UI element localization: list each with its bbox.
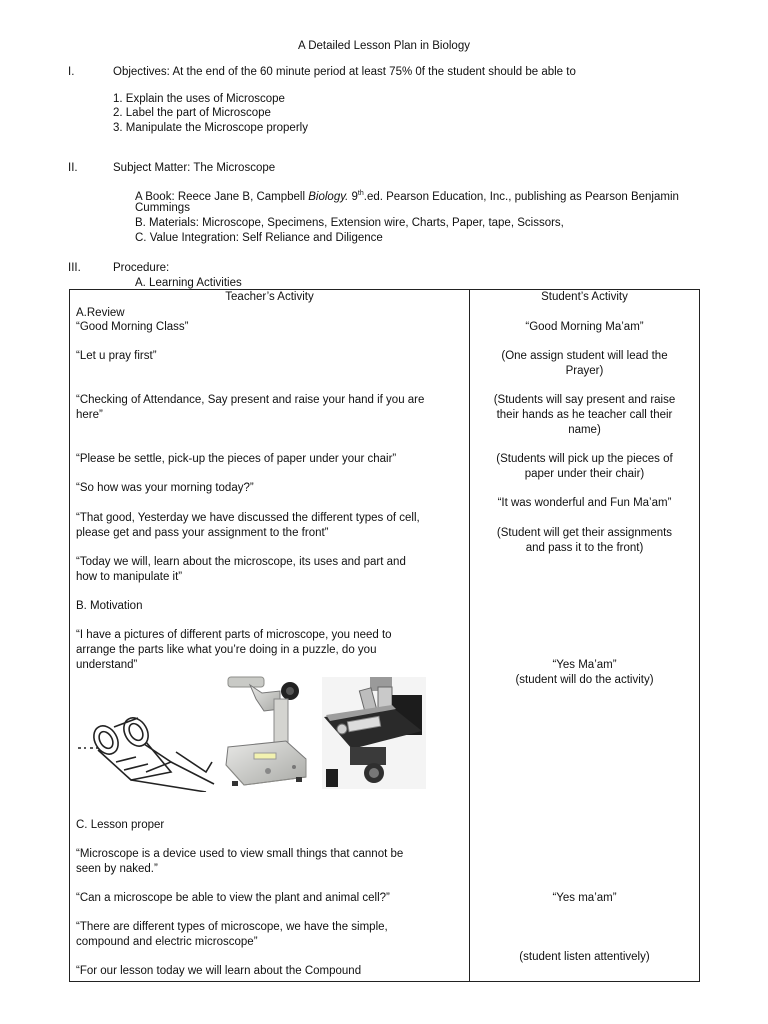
teacher-line: how to manipulate it” [76,571,183,583]
student-line: (One assign student will lead the [501,350,668,362]
student-line: Prayer) [565,365,604,377]
book-ref-sup: th [357,190,364,197]
teacher-line: please get and pass your assignment to the front” [76,527,329,539]
teacher-line: “That good, Yesterday we have discussed the different types of cell, [76,512,420,524]
teacher-line: B. Motivation [76,600,143,612]
activity-table [69,289,700,982]
teacher-line: C. Lesson proper [76,819,165,831]
eyepiece-drawing [76,702,216,792]
teacher-line: “Good Morning Class” [76,321,189,333]
teacher-line: “Let u pray first” [76,350,157,362]
student-line: (Students will say present and raise [493,394,676,406]
subject-matter-heading: Subject Matter: The Microscope [113,162,276,174]
student-line: (student will do the activity) [515,674,654,686]
student-line: and pass it to the front) [525,542,644,554]
teacher-header: Teacher’s Activity [225,291,314,303]
teacher-line: “So how was your morning today?” [76,482,254,494]
procedure-heading: Procedure: [113,262,170,274]
teacher-line: “For our lesson today we will learn about the Compound [76,965,362,977]
learning-activities-heading: A. Learning Activities [135,277,242,289]
values-line: C. Value Integration: Self Reliance and Diligence [135,232,383,244]
student-line: paper under their chair) [524,468,645,480]
student-line: (Students will pick up the pieces of [496,453,673,465]
section-1-number: I. [68,66,75,78]
teacher-column [70,290,470,982]
microscope-stage-svg [322,677,426,789]
teacher-line: “Checking of Attendance, Say present and raise your hand if you are [76,394,425,406]
microscope-base-svg [220,669,314,789]
book-ref-part: A Book: Reece Jane B, Campbell [135,190,309,203]
document-title: A Detailed Lesson Plan in Biology [298,40,470,52]
objectives-heading: Objectives: At the end of the 60 minute period at least 75% 0f the student should be able to [113,66,576,78]
teacher-line: “Can a microscope be able to view the plant and animal cell?” [76,892,390,904]
teacher-line: “Today we will, learn about the microscope, its uses and part and [76,556,406,568]
teacher-line: “There are different types of microscope, we have the simple, [76,921,388,933]
objective-item: 1. Explain the uses of Microscope [113,93,285,105]
microscope-stage-photo [322,677,426,789]
section-3-number: III. [68,262,81,274]
objective-item: 3. Manipulate the Microscope properly [113,122,308,134]
book-ref-part: 9 [348,190,358,203]
section-2-number: II. [68,162,78,174]
microscope-base-photo [220,669,314,789]
student-line: their hands as he teacher call their [496,409,673,421]
teacher-line: here” [76,409,103,421]
student-line: name) [568,424,601,436]
book-reference [135,187,679,204]
student-line: (Student will get their assignments [496,527,673,539]
teacher-line: “Microscope is a device used to view small things that cannot be [76,848,404,860]
book-ref-part: .ed. Pearson Education, Inc., publishing as Pearson Benjamin [363,190,679,203]
teacher-line: compound and electric microscope” [76,936,258,948]
student-header: Student’s Activity [541,291,628,303]
eyepiece-drawing-svg [76,702,216,792]
student-line: “Yes Ma’am” [552,659,617,671]
teacher-line: “I have a pictures of different parts of microscope, you need to [76,629,392,641]
teacher-line: “Please be settle, pick-up the pieces of paper under your chair” [76,453,397,465]
teacher-line: A.Review [76,307,125,319]
student-line: (student listen attentively) [519,951,650,963]
student-column [470,290,700,982]
book-title: Biology. [308,190,349,203]
student-line: “It was wonderful and Fun Ma’am” [497,497,672,509]
objective-item: 2. Label the part of Microscope [113,107,271,119]
teacher-line: understand” [76,659,138,671]
student-line: “Yes ma’am” [552,892,617,904]
teacher-line: seen by naked.” [76,863,158,875]
student-line: “Good Morning Ma’am” [525,321,644,333]
book-reference-line2: Cummings [135,202,190,214]
teacher-line: arrange the parts like what you’re doing in a puzzle, do you [76,644,377,656]
materials-line: B. Materials: Microscope, Specimens, Extension wire, Charts, Paper, tape, Scissors, [135,217,564,229]
